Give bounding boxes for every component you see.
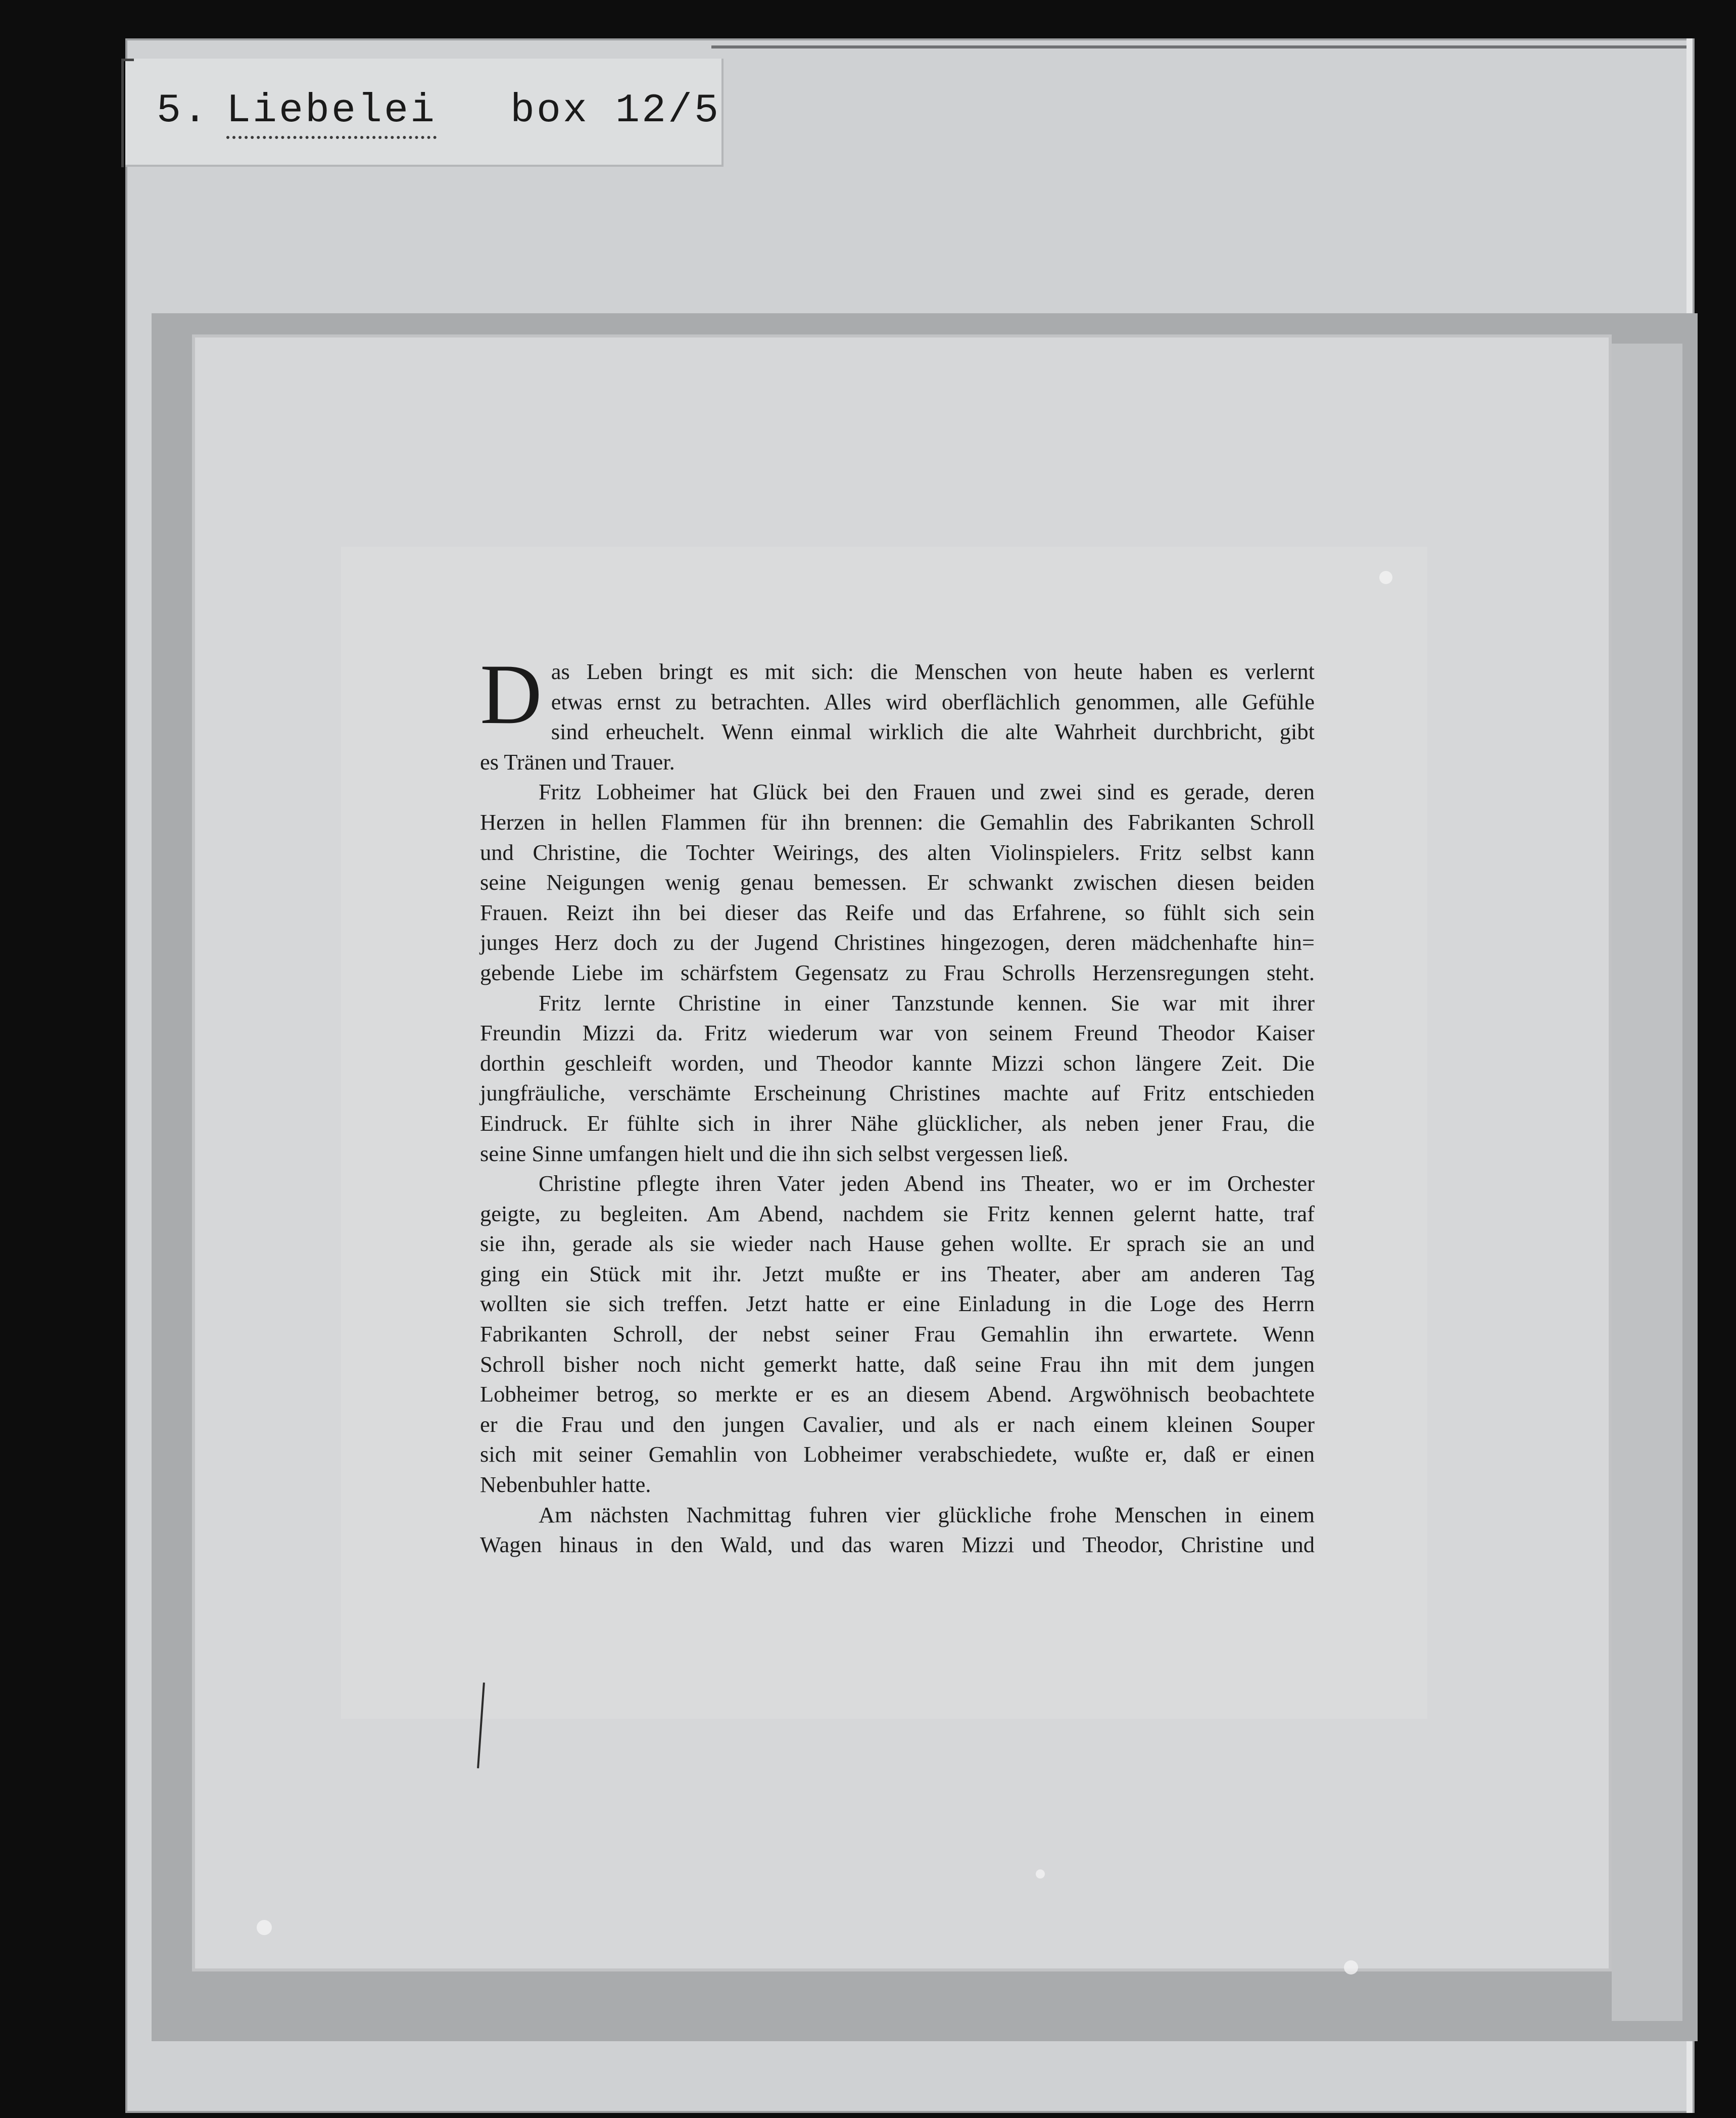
text-line: gebende Liebe im schärfstem Gegensatz zu Frau Schrolls Herzensregungen steht.: [480, 959, 1315, 985]
text-line: sind erheuchelt. Wenn einmal wirklich die alte Wahrheit durchbricht, gibt: [551, 719, 1315, 745]
text-line: jungfräuliche, verschämte Erscheinung Christines machte auf Fritz entschieden: [480, 1080, 1315, 1106]
archive-label: [125, 59, 724, 167]
text-line: er die Frau und den jungen Cavalier, und als er nach einem kleinen Souper: [480, 1411, 1315, 1437]
text-line: es Tränen und Trauer.: [480, 749, 675, 775]
dust-spot: [257, 1920, 272, 1935]
text-line: Herzen in hellen Flammen für ihn brennen: die Gemahlin des Fabrikanten Schroll: [480, 809, 1315, 835]
text-line: Eindruck. Er fühlte sich in ihrer Nähe glücklicher, als neben jener Frau, die: [480, 1110, 1315, 1136]
paragraph-5: [480, 1500, 1315, 1560]
text-line: Schroll bisher noch nicht gemerkt hatte, daß seine Frau ihn mit dem jungen: [480, 1351, 1315, 1377]
dust-spot: [1036, 1869, 1045, 1879]
paragraph-4: [480, 1169, 1315, 1500]
label-corner-mark: [121, 59, 134, 167]
text-line: ging ein Stück mit ihr. Jetzt mußte er ins Theater, aber am anderen Tag: [480, 1261, 1315, 1286]
sheet-right-strip: [1612, 344, 1682, 2021]
text-line: Nebenbuhler hatte.: [480, 1472, 651, 1498]
text-line: etwas ernst zu betrachten. Alles wird oberflächlich genommen, alle Gefühle: [551, 689, 1315, 714]
text-line: und Christine, die Tochter Weirings, des alten Violinspielers. Fritz selbst kann: [480, 839, 1315, 865]
paragraph-2: [480, 777, 1315, 988]
text-line: sich mit seiner Gemahlin von Lobheimer verabschiedete, wußte er, daß er einen: [480, 1441, 1315, 1467]
paragraph-3: [480, 988, 1315, 1169]
text-line: Fritz lernte Christine in einer Tanzstunde kennen. Sie war mit ihrer: [539, 990, 1315, 1016]
text-line: Freundin Mizzi da. Fritz wiederum war von seinem Freund Theodor Kaiser: [480, 1020, 1315, 1046]
label-number: 5.: [157, 88, 210, 134]
text-line: Frauen. Reizt ihn bei dieser das Reife und das Erfahrene, so fühlt sich sein: [480, 899, 1315, 925]
text-line: seine Sinne umfangen hielt und die ihn sich selbst vergessen ließ.: [480, 1140, 1069, 1166]
text-line: as Leben bringt es mit sich: die Menschen von heute haben es verlernt: [551, 659, 1315, 684]
text-line: Fabrikanten Schroll, der nebst seiner Frau Gemahlin ihn erwartete. Wenn: [480, 1321, 1315, 1347]
label-title: Liebelei: [226, 88, 437, 139]
paragraph-1: [480, 647, 1315, 777]
text-line: Lobheimer betrog, so merkte er es an diesem Abend. Argwöhnisch beobachtete: [480, 1381, 1315, 1407]
text-line: sie ihn, gerade als sie wieder nach Hause gehen wollte. Er sprach sie an und: [480, 1231, 1315, 1257]
text-line: geigte, zu begleiten. Am Abend, nachdem sie Fritz kennen gelernt hatte, traf: [480, 1200, 1315, 1226]
text-line: wollten sie sich treffen. Jetzt hatte er eine Einladung in die Loge des Herrn: [480, 1291, 1315, 1317]
text-line: junges Herz doch zu der Jugend Christines hingezogen, deren mädchenhafte hin=: [480, 930, 1315, 955]
text-line: Wagen hinaus in den Wald, und das waren Mizzi und Theodor, Christine und: [480, 1532, 1315, 1558]
text-line: seine Neigungen wenig genau bemessen. Er schwankt zwischen diesen beiden: [480, 870, 1315, 895]
dust-spot: [1344, 1960, 1358, 1975]
text-line: dorthin geschleift worden, und Theodor kannte Mizzi schon längere Zeit. Die: [480, 1050, 1315, 1076]
text-line: Fritz Lobheimer hat Glück bei den Frauen und zwei sind es gerade, deren: [539, 779, 1315, 805]
card-top-rule: [711, 45, 1692, 49]
dust-spot: [1379, 571, 1392, 584]
article-text: [480, 647, 1315, 1560]
text-line: Christine pflegte ihren Vater jeden Abend ins Theater, wo er im Orchester: [539, 1171, 1315, 1196]
drop-cap: D: [480, 647, 542, 742]
label-box-id: box 12/5: [510, 88, 721, 134]
text-line: Am nächsten Nachmittag fuhren vier glückliche frohe Menschen in einem: [539, 1502, 1315, 1527]
